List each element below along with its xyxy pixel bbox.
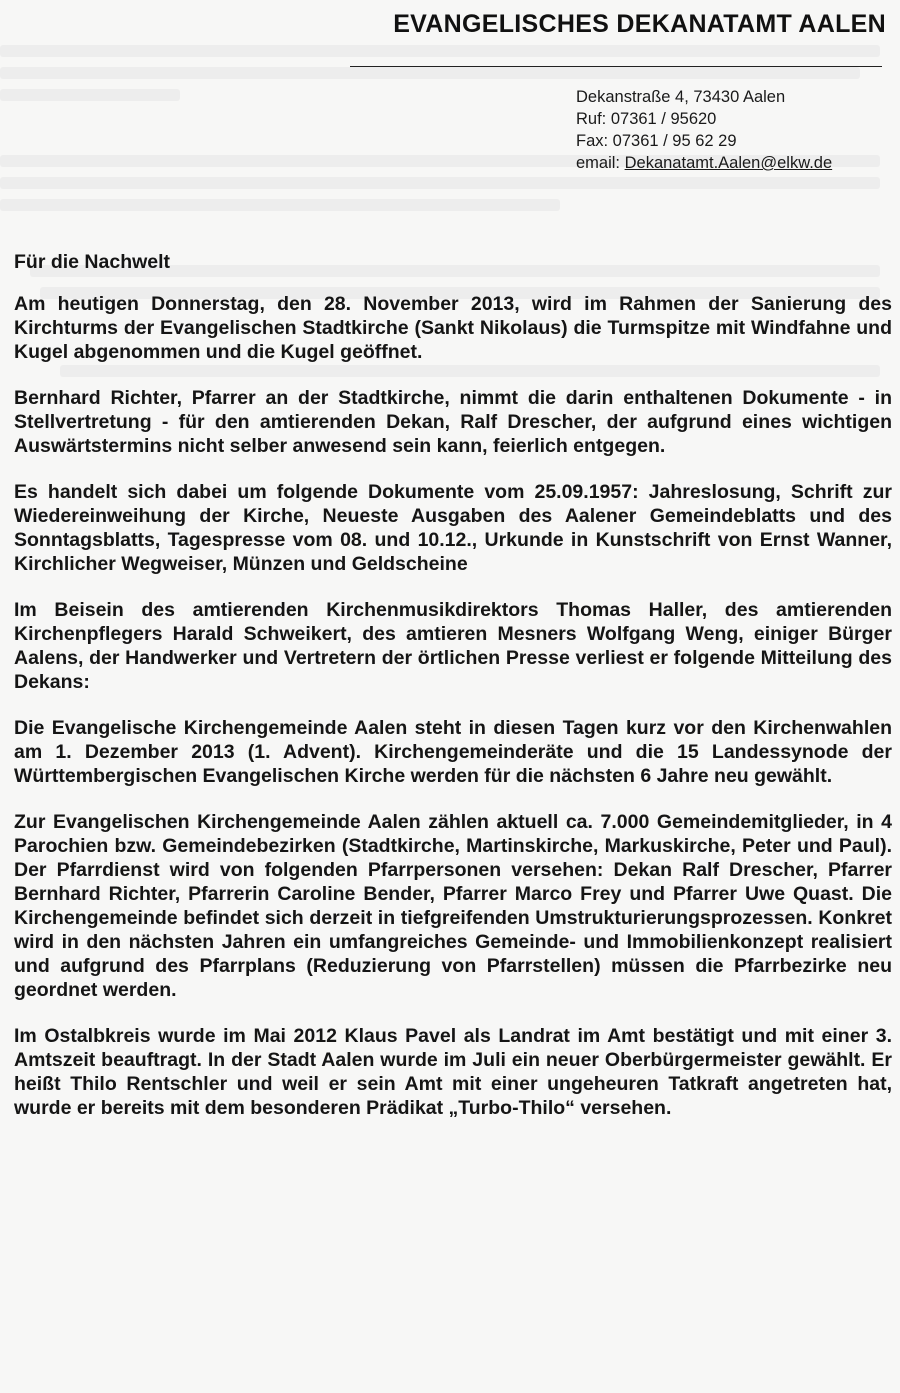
paragraph-document-receipt: Bernhard Richter, Pfarrer an der Stadtkirche, nimmt die darin enthaltenen Dokumente - in Stellvertretung - für den amtierenden Dekan, Ralf Drescher, der aufgrund eines wichtigen Auswärtstermins nicht selber anwesend sein kann, feierlich entgegen. [14,387,892,457]
address-block [576,86,832,174]
paragraph-local-politics: Im Ostalbkreis wurde im Mai 2012 Klaus Pavel als Landrat im Amt bestätigt und mit einer 3. Amtszeit beauftragt. In der Stadt Aalen wurde im Juli ein neuer Oberbürgermeister gewählt. Er heißt Thilo Rentschler und weil er sein Amt mit einer ungeheuren Tatkraft angetreten hat, wurde er bereits mit dem besonderen Prädikat „Turbo-Thilo“ versehen. [14,1025,892,1119]
email-link[interactable]: Dekanatamt.Aalen@elkw.de [624,154,833,172]
email-label: email: [576,154,621,172]
letterhead-title: EVANGELISCHES DEKANATAMT AALEN [393,10,886,38]
paragraph-attendees: Im Beisein des amtierenden Kirchenmusikdirektors Thomas Haller, des amtierenden Kirchenpflegers Harald Schweikert, des amtieren Mesners Wolfgang Weng, einiger Bürger Aalens, der Handwerker und Vertretern der örtlichen Presse verliest er folgende Mitteilung des Dekans: [14,599,892,693]
paragraph-document-list: Es handelt sich dabei um folgende Dokumente vom 25.09.1957: Jahreslosung, Schrift zur Wiedereinweihung der Kirche, Neueste Ausgaben des Aalener Gemeindeblatts und des Sonntagsblatts, Tagespresse vom 08. und 10.12., Urkunde in Kunstschrift von Ernst Wanner, Kirchlicher Wegweiser, Münzen und Geldscheine [14,481,892,575]
fax-line: Fax: 07361 / 95 62 29 [576,132,737,150]
paragraph-kugel-opening: Am heutigen Donnerstag, den 28. November 2013, wird im Rahmen der Sanierung des Kirchturms der Evangelischen Stadtkirche (Sankt Nikolaus) die Turmspitze mit Windfahne und Kugel abgenommen und die Kugel geöffnet. [14,293,892,363]
title-divider [350,66,882,67]
paragraph-parish-info: Zur Evangelischen Kirchengemeinde Aalen zählen aktuell ca. 7.000 Gemeindemitglieder, in 4 Parochien bzw. Gemeindebezirken (Stadtkirche, Martinskirche, Markuskirche, Peter und Paul). Der Pfarrdienst wird von folgenden Pfarrpersonen versehen: Dekan Ralf Drescher, Pfarrer Bernhard Richter, Pfarrerin Caroline Bender, Pfarrer Marco Frey und Pfarrer Uwe Quast. Die Kirchengemeinde befindet sich derzeit in tiefgreifenden Umstrukturierungsprozessen. Konkret wird in den nächsten Jahren ein umfangreiches Gemeinde- und Immobilienkonzept realisiert und aufgrund des Pfarrplans (Reduzierung von Pfarrstellen) müssen die Pfarrbezirke neu geordnet werden. [14,811,892,1001]
address-line: Dekanstraße 4, 73430 Aalen [576,88,786,106]
phone-line: Ruf: 07361 / 95620 [576,110,717,128]
email-line [576,152,832,174]
document-body [14,249,892,1142]
document-heading: Für die Nachwelt [14,251,171,273]
paragraph-church-elections: Die Evangelische Kirchengemeinde Aalen steht in diesen Tagen kurz vor den Kirchenwahlen am 1. Dezember 2013 (1. Advent). Kirchengemeinderäte und die 15 Landessynode der Württembergischen Evangelischen Kirche werden für die nächsten 6 Jahre neu gewählt. [14,717,892,787]
